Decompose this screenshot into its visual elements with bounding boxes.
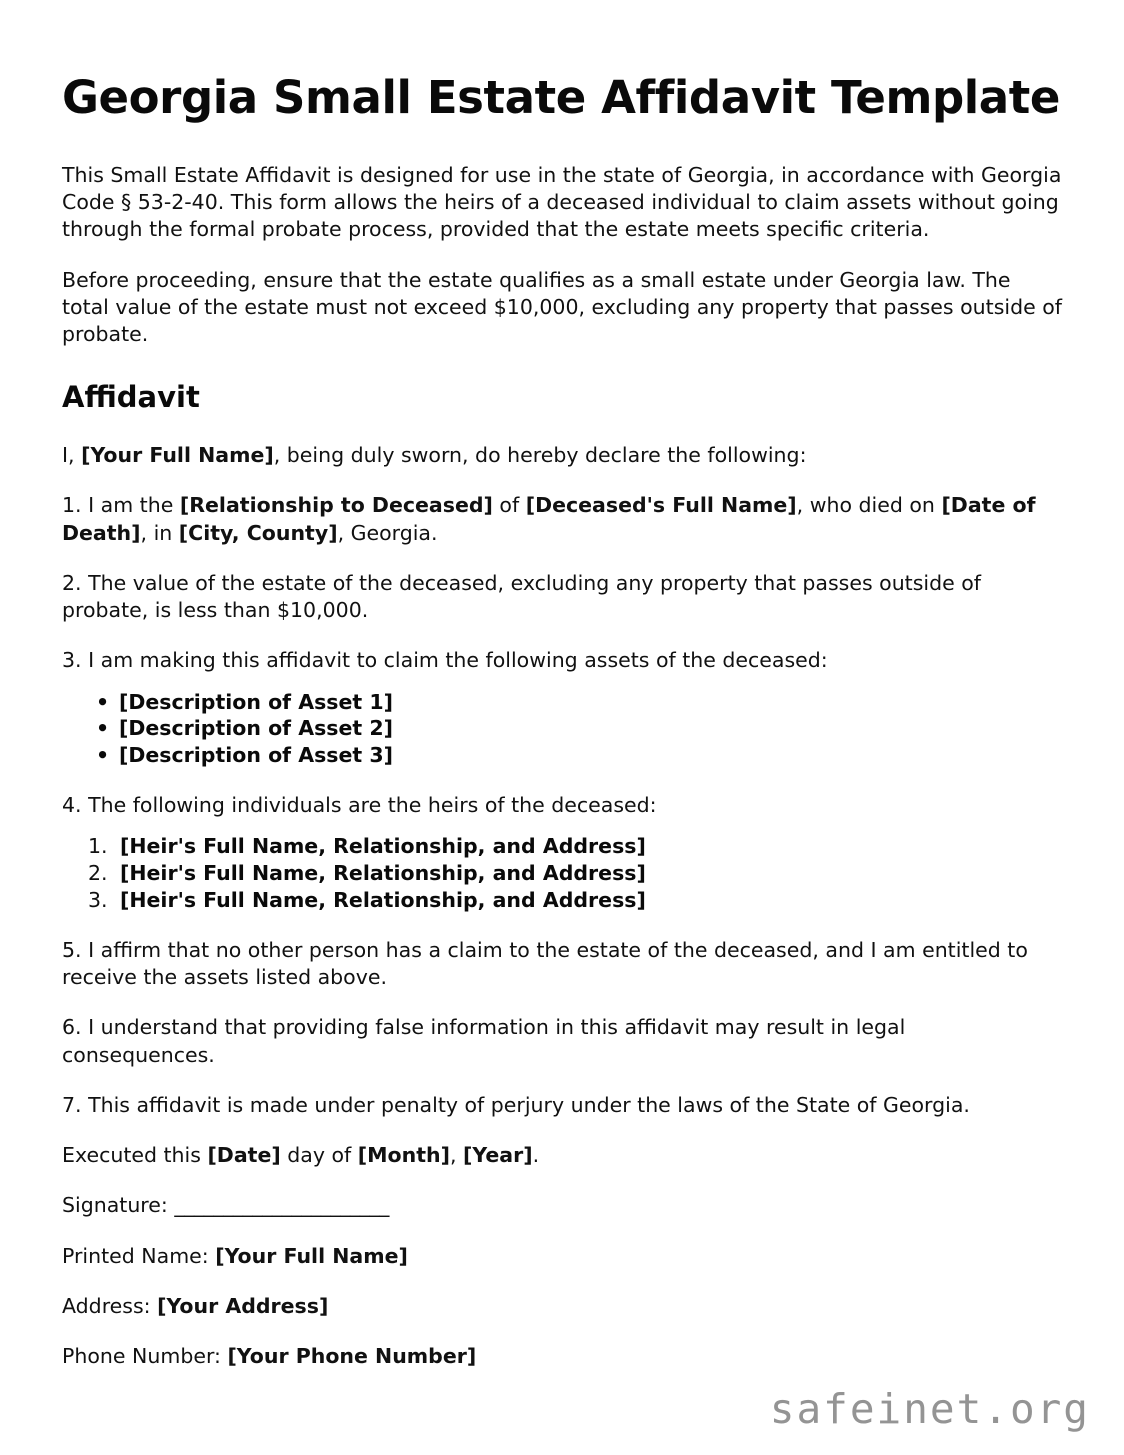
asset-list: [62, 675, 1062, 770]
affidavit-item-3: 3. I am making this affidavit to claim the following assets of the deceased:: [62, 648, 828, 673]
list-item: [Heir's Full Name, Relationship, and Address]: [120, 888, 646, 913]
heir-list: [62, 819, 1062, 914]
declaration-suffix: , being duly sworn, do hereby declare the following:: [273, 443, 807, 468]
date-of-death-placeholder: [Date of Death]: [62, 493, 1036, 545]
your-full-name-placeholder: [Your Full Name]: [81, 443, 274, 468]
printed-name-line: [62, 1220, 1062, 1270]
affidavit-item-6: 6. I understand that providing false information in this affidavit may result in legal consequences.: [62, 1015, 906, 1067]
list-item: [Heir's Full Name, Relationship, and Address]: [120, 834, 646, 859]
item1-part1: 1. I am the: [62, 493, 180, 518]
relationship-placeholder: [Relationship to Deceased]: [179, 493, 493, 518]
address-line: [62, 1270, 1062, 1320]
declaration-paragraph: [62, 419, 1062, 469]
document-page: [62, 0, 1062, 1370]
phone-number-line: [62, 1320, 1062, 1370]
affidavit-item-1: [62, 469, 1062, 547]
affidavit-item-7: 7. This affidavit is made under penalty of perjury under the laws of the State of Georgia.: [62, 1092, 970, 1117]
year-placeholder: [Year]: [463, 1143, 533, 1168]
list-item: [Heir's Full Name, Relationship, and Address]: [120, 861, 646, 886]
city-county-placeholder: [City, County]: [178, 520, 338, 545]
affidavit-item-5: 5. I affirm that no other person has a claim to the estate of the deceased, and I am entitled to receive the assets listed above.: [62, 937, 1028, 990]
item1-part5: , Georgia.: [337, 520, 438, 545]
item1-part3: , who died on: [796, 493, 942, 518]
month-placeholder: [Month]: [357, 1143, 450, 1168]
intro-paragraph-2: Before proceeding, ensure that the estate qualifies as a small estate under Georgia law. The total value of the estate must not exceed $10,000, excluding any property that passes outside of probate.: [62, 267, 1062, 346]
signature-line: [62, 1169, 1062, 1219]
list-item: • [Description of Asset 1]: [62, 689, 1062, 716]
list-item: • [Description of Asset 3]: [62, 742, 1062, 769]
address-label: Address:: [62, 1293, 158, 1318]
printed-name-label: Printed Name:: [62, 1243, 216, 1268]
address-placeholder: [Your Address]: [157, 1293, 329, 1318]
executed-line: [62, 1119, 1062, 1169]
page-title: Georgia Small Estate Affidavit Template: [62, 71, 1060, 124]
executed-part2: day of: [280, 1143, 358, 1168]
list-item: • [Description of Asset 2]: [62, 715, 1062, 742]
signature-label: Signature:: [62, 1193, 175, 1218]
item1-part4: , in: [140, 520, 179, 545]
phone-number-label: Phone Number:: [62, 1344, 228, 1369]
executed-part1: Executed this: [62, 1143, 208, 1168]
affidavit-item-4: 4. The following individuals are the heirs of the deceased:: [62, 793, 657, 818]
affidavit-item-2: 2. The value of the estate of the deceased, excluding any property that passes outside of probate, is less than $10,000.: [62, 570, 981, 623]
declaration-prefix: I,: [62, 443, 82, 468]
signature-blank[interactable]: ______________________: [174, 1193, 389, 1218]
date-placeholder: [Date]: [207, 1143, 281, 1168]
intro-paragraph-1: This Small Estate Affidavit is designed for use in the state of Georgia, in accordance with Georgia Code § 53-2-40. This form allows the heirs of a deceased individual to claim assets without going through the formal probate process, provided that the estate meets specific criteria.: [62, 162, 1062, 242]
affidavit-heading: Affidavit: [62, 380, 200, 415]
printed-name-placeholder: [Your Full Name]: [215, 1243, 408, 1268]
executed-part4: .: [532, 1143, 540, 1168]
item1-part2: of: [492, 493, 526, 518]
watermark: safeinet.org: [769, 1385, 1090, 1433]
deceased-name-placeholder: [Deceased's Full Name]: [525, 493, 797, 518]
executed-part3: ,: [449, 1143, 464, 1168]
phone-number-placeholder: [Your Phone Number]: [227, 1344, 477, 1369]
